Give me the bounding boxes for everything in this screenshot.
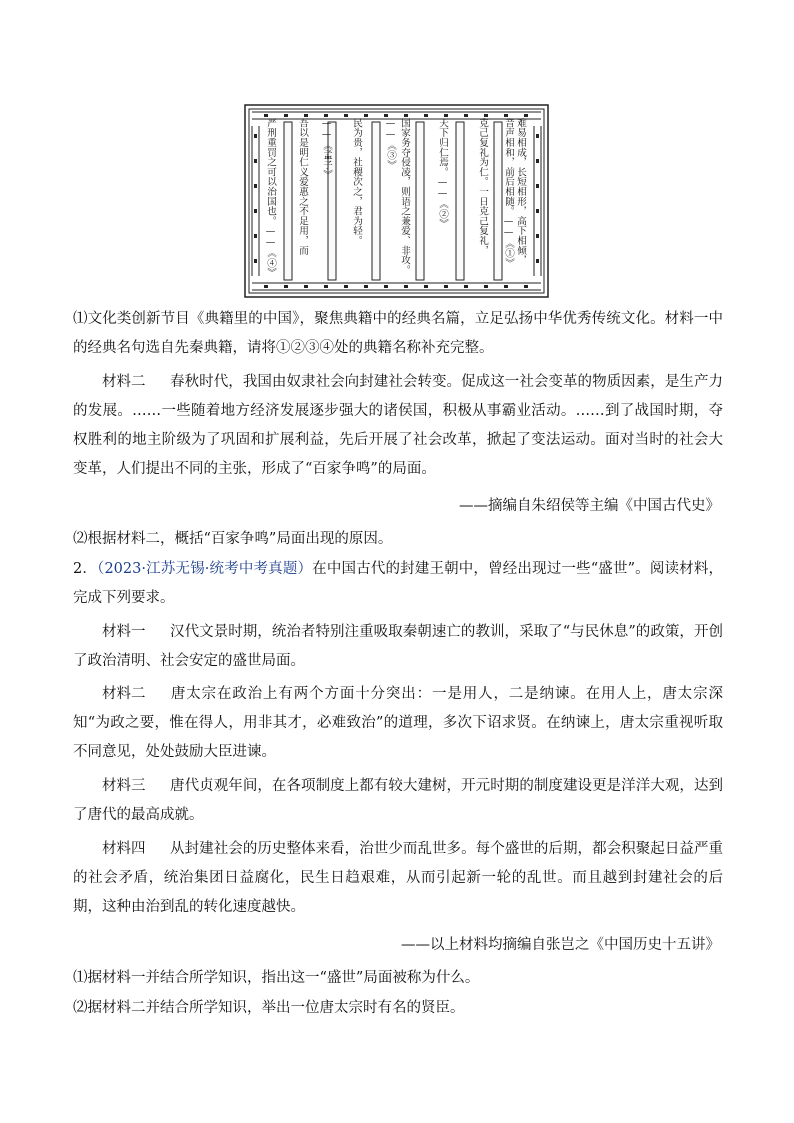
material-paragraph [73, 680, 723, 767]
material-text: 春秋时代，我国由奴隶社会向封建社会转变。促成这一社会变革的物质因素，是生产力的发展。……一些随着地方经济发展逐步强大的诸侯国，积极从事霸业活动。……到了战国时期，夺权胜利的地主阶级为了巩固和扩展利益，先后开展了社会改革，掀起了变法运动。面对当时的社会大变革，人们提出不同的主张，形成了“百家争鸣”的局面。 [73, 374, 723, 477]
slip-3: 克己复礼为仁。一日克己复礼， [477, 118, 488, 256]
slip-8: ——《孟子》 [321, 118, 332, 180]
question-2-part-1: ⑴据材料一并结合所学知识，指出这一“盛世”局面被称为什么。 [73, 970, 480, 986]
material-label: 材料二 [102, 374, 146, 390]
material-label: 材料一 [102, 624, 146, 640]
slip-2: 音声相和，前后相随。——《①》 [503, 118, 514, 268]
question-number: 2． [73, 561, 98, 577]
material-paragraph [73, 772, 723, 830]
question-2-part-2: ⑵据材料二并结合所学知识，举出一位唐太宗时有名的贤臣。 [73, 1000, 465, 1016]
material-text: 从封建社会的历史整体来看，治世少而乱世多。每个盛世的后期，都会积聚起日益严重的社会矛盾，统治集团日益腐化，民生日趋艰难，从而引起新一轮的乱世。而且越到封建社会的后期，这种由治到乱的转化速度越快。 [73, 841, 723, 915]
source-citation-1: ——摘编自朱绍侯等主编《中国古代史》 [459, 498, 720, 514]
material-label: 材料三 [102, 778, 146, 794]
bamboo-slips-figure [244, 104, 549, 298]
material-text: 唐太宗在政治上有两个方面十分突出：一是用人，二是纳谏。在用人上，唐太宗深知“为政之要，惟在得人，用非其才，必难致治”的道理，多次下诏求贤。在纳谏上，唐太宗重视听取不同意见，处处鼓励大臣进谏。 [73, 686, 723, 760]
source-citation-2: ——以上材料均摘编自张岂之《中国历史十五讲》 [401, 937, 720, 953]
material-2-paragraph [73, 368, 723, 484]
slip-9: 吾以是明仁义爱惠之不足用，而 [297, 118, 308, 256]
question-source-tag: （2023·江苏无锡·统考中考真题） [97, 561, 313, 577]
material-label: 材料四 [102, 841, 146, 857]
question-1-part-1: ⑴文化类创新节目《典籍里的中国》，聚焦典籍中的经典名篇，立足弘扬中华优秀传统文化。材料一中的经典名句选自先秦典籍，请将①②③④处的典籍名称补充完整。 [73, 311, 723, 356]
material-text: 唐代贞观年间，在各项制度上都有较大建树，开元时期的制度建设更是洋洋大观，达到了唐代的最高成就。 [73, 778, 723, 823]
slip-10: 严刑重罚之可以治国也。——《④》 [265, 118, 276, 278]
slip-5: 国家务夺侵凌，则语之兼爱、非攻。 [399, 118, 410, 275]
slip-1: 难易相成，长短相形，高下相倾， [515, 118, 526, 265]
material-paragraph [73, 618, 723, 676]
question-text: 在中国古代的封建王朝中，曾经出现过一些“盛世”。阅读材料，完成下列要求。 [73, 561, 723, 606]
slip-6: ——《③》 [385, 118, 396, 170]
slip-7: 民为贵，社稷次之，君为轻。 [351, 118, 362, 246]
question-1-part-2: ⑵根据材料二，概括“百家争鸣”局面出现的原因。 [73, 531, 393, 547]
material-label: 材料二 [102, 686, 146, 702]
material-text: 汉代文景时期，统治者特别注重吸取秦朝速亡的教训，采取了“与民休息”的政策，开创了政治清明、社会安定的盛世局面。 [73, 624, 723, 669]
slip-4: 天下归仁焉。——《②》 [437, 118, 448, 229]
question-2-stem [73, 555, 723, 613]
material-paragraph [73, 835, 723, 922]
